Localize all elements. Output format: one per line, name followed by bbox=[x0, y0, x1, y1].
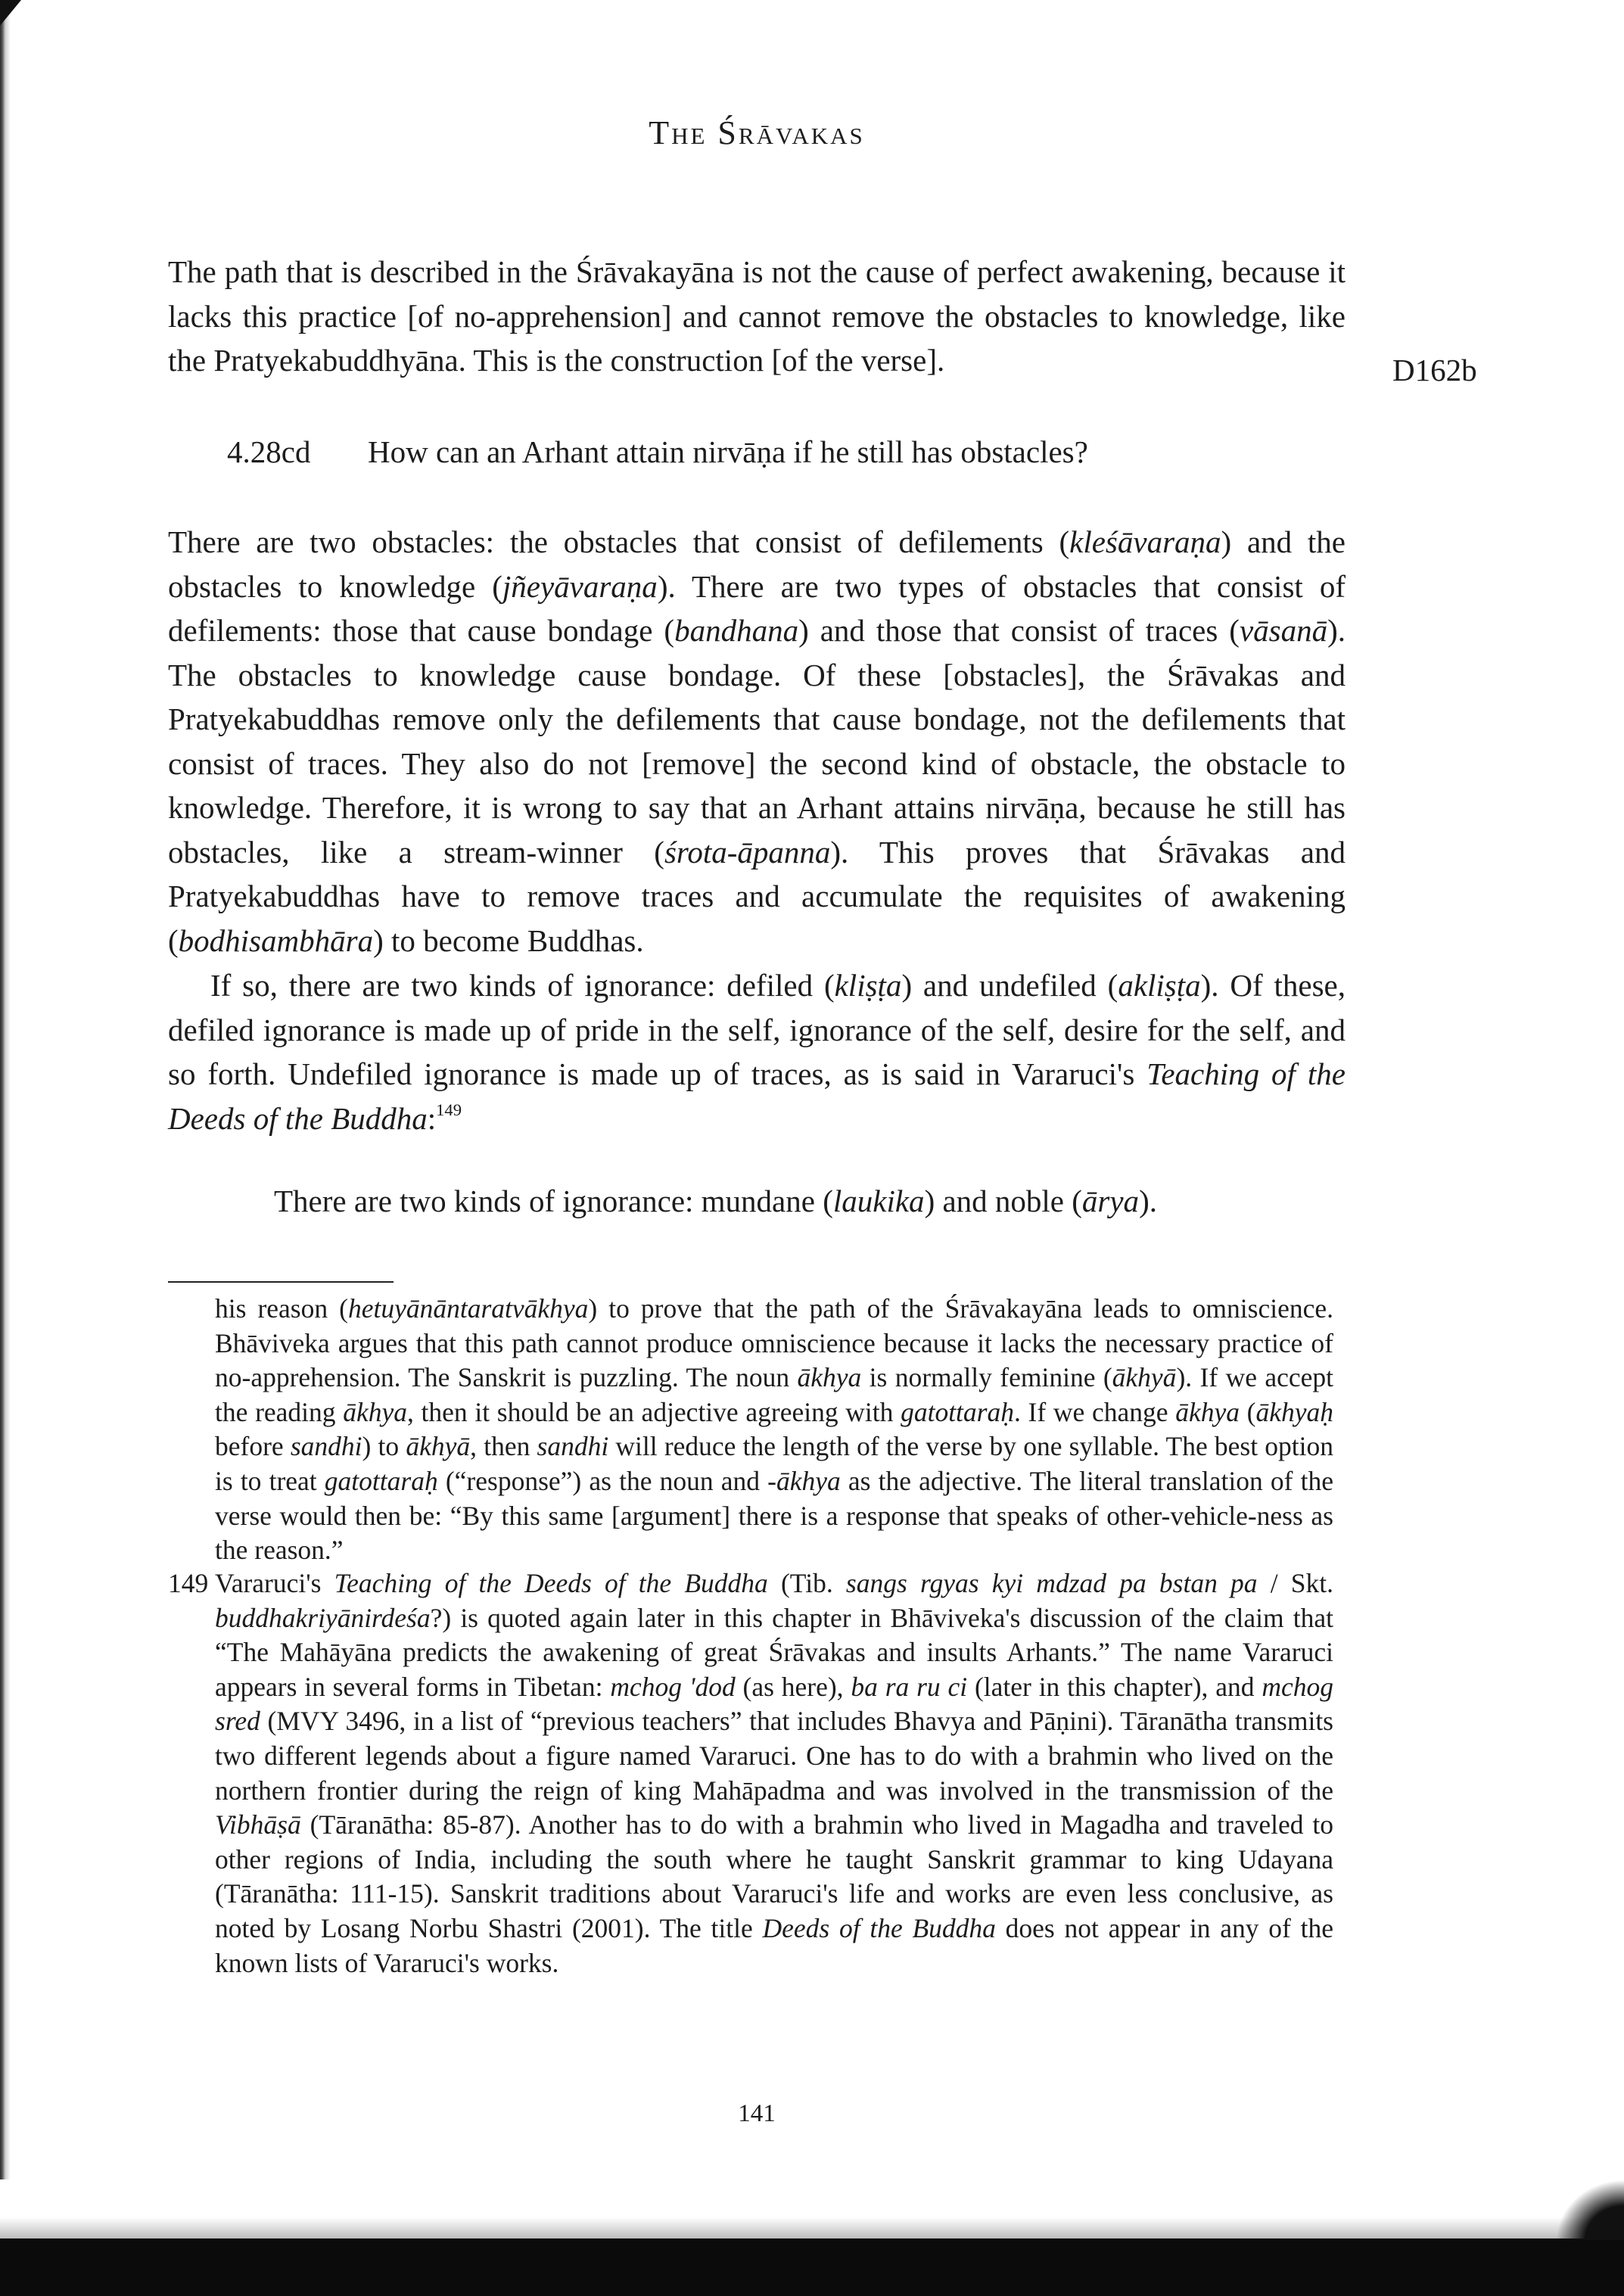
paragraph-two-obstacles: There are two obstacles: the obstacles that consist of defilements (kleśāvaraṇa) and the obstacles to knowledge (jñeyāvaraṇa). There are two types of obstacles that consist of defilements: those that cause bondage (bandhana) and those that consist of traces (vāsanā). The obstacles to knowledge cause bondage. Of these [obstacles], the Śrāvakas and Pratyekabuddhas remove only the defilements that cause bondage, not the defilements that consist of traces. They also do not [remove] the second kind of obstacle, the obstacle to knowledge. Therefore, it is wrong to say that an Arhant attains nirvāṇa, because he still has obstacles, like a stream-winner (śrota-āpanna). This proves that Śrāvakas and Pratyekabuddhas have to remove traces and accumulate the requisites of awakening (bodhisambhāra) to become Buddhas. bbox=[168, 524, 1346, 958]
footnote-rule bbox=[168, 1281, 394, 1283]
scan-corner-mark bbox=[0, 0, 21, 26]
footnote-149: Vararuci's Teaching of the Deeds of the Buddha (Tib. sangs rgyas kyi mdzad pa bstan pa / Skt. buddhakriyānirdeśa?) is quoted again later in this chapter in Bhāviveka's discussion of the claim that “The Mahāyāna predicts the awakening of great Śrāvakas and insults Arhants.” The name Vararuci appears in several forms in Tibetan: mchog 'dod (as here), ba ra ru ci (later in this chapter), and mchog sred (MVY 3496, in a list of “previous teachers” that includes Bhavya and Pāṇini). Tāranātha transmits two different legends about a figure named Vararuci. One has to do with a brahmin who lived on the northern frontier during the reign of king Mahāpadma and was involved in the transmission of the Vibhāṣā (Tāranātha: 85-87). Another has to do with a brahmin who lived in Magadha and traveled to other regions of India, including the south where he taught Sanskrit grammar to king Udayana (Tāranātha: 111-15). Sanskrit traditions about Vararuci's life and works are even less conclusive, as noted by Losang Norbu Shastri (2001). The title Deeds of the Buddha does not appear in any of the known lists of Vararuci's works. bbox=[215, 1568, 1333, 1978]
footnote-continued: his reason (hetuyānāntaratvākhya) to prove that the path of the Śrāvakayāna leads to omniscience. Bhāviveka argues that this path cannot produce omniscience because it lacks the necessary practice of no-apprehension. The Sanskrit is puzzling. The noun ākhya is normally feminine (ākhyā). If we accept the reading ākhya, then it should be an adjective agreeing with gatottaraḥ. If we change ākhya (ākhyaḥ before sandhi) to ākhyā, then sandhi will reduce the length of the verse by one syllable. The best option is to treat gatottaraḥ (“response”) as the noun and -ākhya as the adjective. The literal translation of the verse would then be: “By this same [argument] there is a response that speaks of other-vehicle-ness as the reason.” bbox=[215, 1293, 1333, 1566]
scan-gutter-shadow bbox=[0, 0, 11, 2179]
footnote-number: 149 bbox=[168, 1568, 209, 1598]
scan-corner-mark-right bbox=[1556, 2179, 1624, 2240]
footnote-marker: 149 bbox=[436, 1100, 462, 1119]
running-head: The Śrāvakas bbox=[649, 114, 865, 151]
verse-number: 4.28cd bbox=[227, 434, 311, 469]
paragraph-two-ignorances: If so, there are two kinds of ignorance: defiled (kliṣṭa) and undefiled (akliṣṭa). Of these, defiled ignorance is made up of pride in the self, ignorance of the self, desire for the self, and so forth. Undefiled ignorance is made up of traces, as is said in Vararuci's Teaching of the Deeds of the Buddha:$^{149}$ bbox=[168, 968, 1346, 1136]
verse-text: How can an Arhant attain nirvāṇa if he still has obstacles? bbox=[368, 434, 1088, 469]
scan-bottom-edge bbox=[0, 2238, 1624, 2296]
block-quote: There are two kinds of ignorance: mundane (laukika) and noble (ārya). bbox=[274, 1184, 1157, 1218]
margin-reference: D162b bbox=[1392, 353, 1477, 387]
paragraph-path-description: The path that is described in the Śrāvakayāna is not the cause of perfect awakening, because it lacks this practice [of no-apprehension] and cannot remove the obstacles to knowledge, like the Pratyekabuddhyāna. This is the construction [of the verse]. bbox=[168, 254, 1346, 378]
page-number: 141 bbox=[738, 2100, 776, 2127]
scan-bottom-shadow bbox=[0, 2217, 1624, 2238]
